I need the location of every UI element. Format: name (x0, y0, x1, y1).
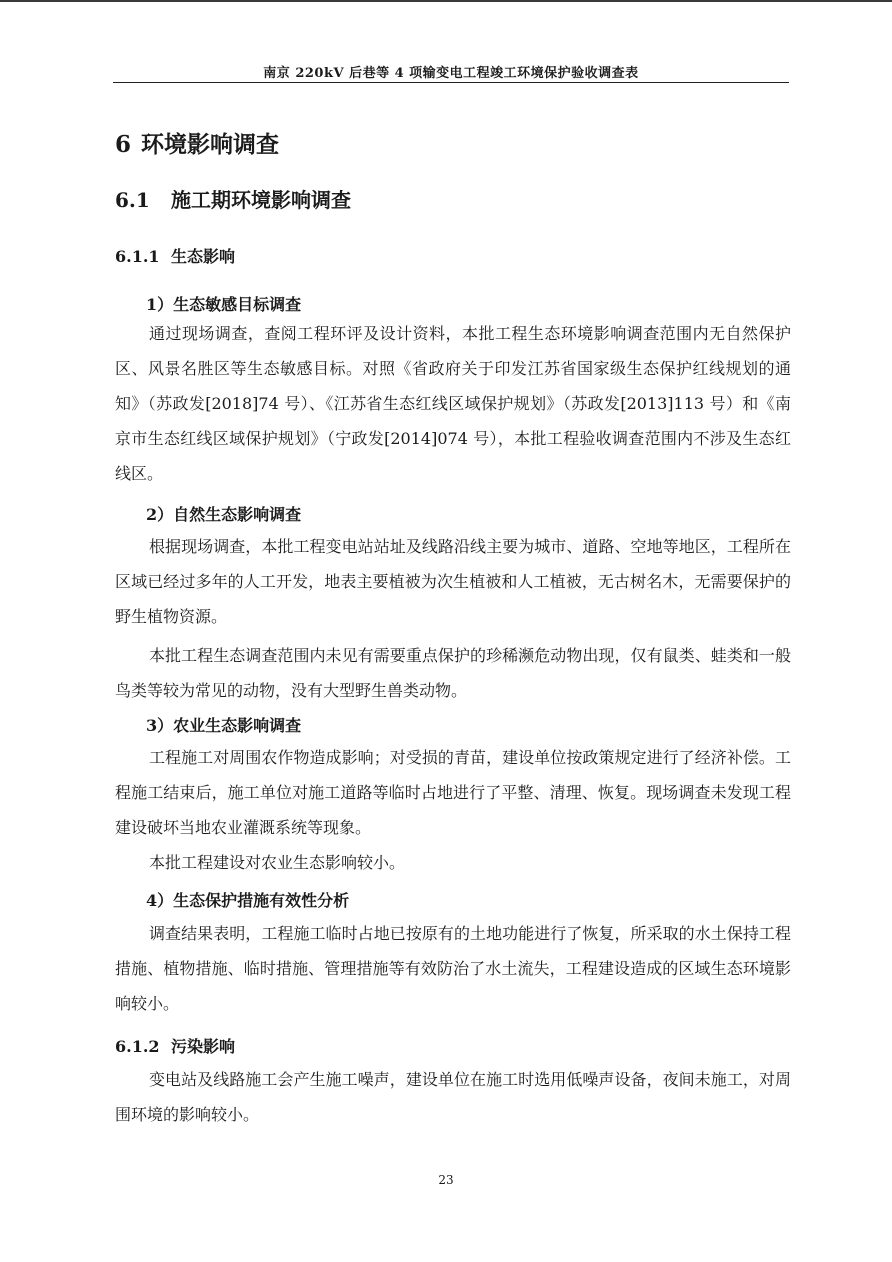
subsubsection-number: 6.1.1 (115, 247, 160, 266)
item-heading-2: 2）自然生态影响调查 (146, 505, 302, 524)
paragraph: 本批工程生态调查范围内未见有需要重点保护的珍稀濒危动物出现，仅有鼠类、蛙类和一般鸟类等较为常见的动物，没有大型野生兽类动物。 (115, 646, 791, 700)
item-heading-3: 3）农业生态影响调查 (146, 716, 302, 735)
top-border-line (0, 0, 892, 2)
paragraph: 调查结果表明，工程施工临时占地已按原有的土地功能进行了恢复，所采取的水土保持工程措施、植物措施、临时措施、管理措施等有效防治了水土流失，工程建设造成的区域生态环境影响较小。 (115, 924, 791, 1013)
paragraph: 本批工程建设对农业生态影响较小。 (149, 853, 406, 872)
paragraph: 根据现场调查，本批工程变电站站址及线路沿线主要为城市、道路、空地等地区，工程所在区域已经过多年的人工开发，地表主要植被为次生植被和人工植被，无古树名木，无需要保护的野生植物资源。 (115, 537, 791, 626)
subsection-title: 施工期环境影响调查 (171, 188, 351, 212)
subsection-heading (115, 184, 351, 213)
section-title: 环境影响调查 (141, 131, 279, 158)
item-heading-1: 1）生态敏感目标调查 (146, 295, 302, 314)
header-rule (113, 82, 789, 83)
section-number: 6 (115, 131, 132, 158)
subsubsection-heading-611 (115, 244, 235, 267)
section-heading (115, 126, 279, 159)
subsubsection-title: 污染影响 (171, 1037, 236, 1056)
running-header: 南京 220kV 后巷等 4 项输变电工程竣工环境保护验收调查表 (263, 66, 639, 81)
page-number: 23 (438, 1173, 454, 1187)
paragraph: 通过现场调查，查阅工程环评及设计资料，本批工程生态环境影响调查范围内无自然保护区、风景名胜区等生态敏感目标。对照《省政府关于印发江苏省国家级生态保护红线规划的通知》（苏政发[2018]74 号）、《江苏省生态红线区域保护规划》（苏政发[2013]113 号）和《南京市生态红线区域保护规划》（宁政发[2014]074 号），本批工程验收调查范围内不涉及生态红线区。 (115, 324, 791, 483)
paragraph: 变电站及线路施工会产生施工噪声，建设单位在施工时选用低噪声设备，夜间未施工，对周围环境的影响较小。 (115, 1070, 791, 1124)
subsubsection-heading-612 (115, 1034, 235, 1057)
subsubsection-title: 生态影响 (171, 247, 236, 266)
subsection-number: 6.1 (115, 188, 150, 212)
item-heading-4: 4）生态保护措施有效性分析 (146, 891, 350, 910)
paragraph: 工程施工对周围农作物造成影响；对受损的青苗，建设单位按政策规定进行了经济补偿。工程施工结束后，施工单位对施工道路等临时占地进行了平整、清理、恢复。现场调查未发现工程建设破坏当地农业灌溉系统等现象。 (115, 748, 791, 837)
subsubsection-number: 6.1.2 (115, 1037, 160, 1056)
